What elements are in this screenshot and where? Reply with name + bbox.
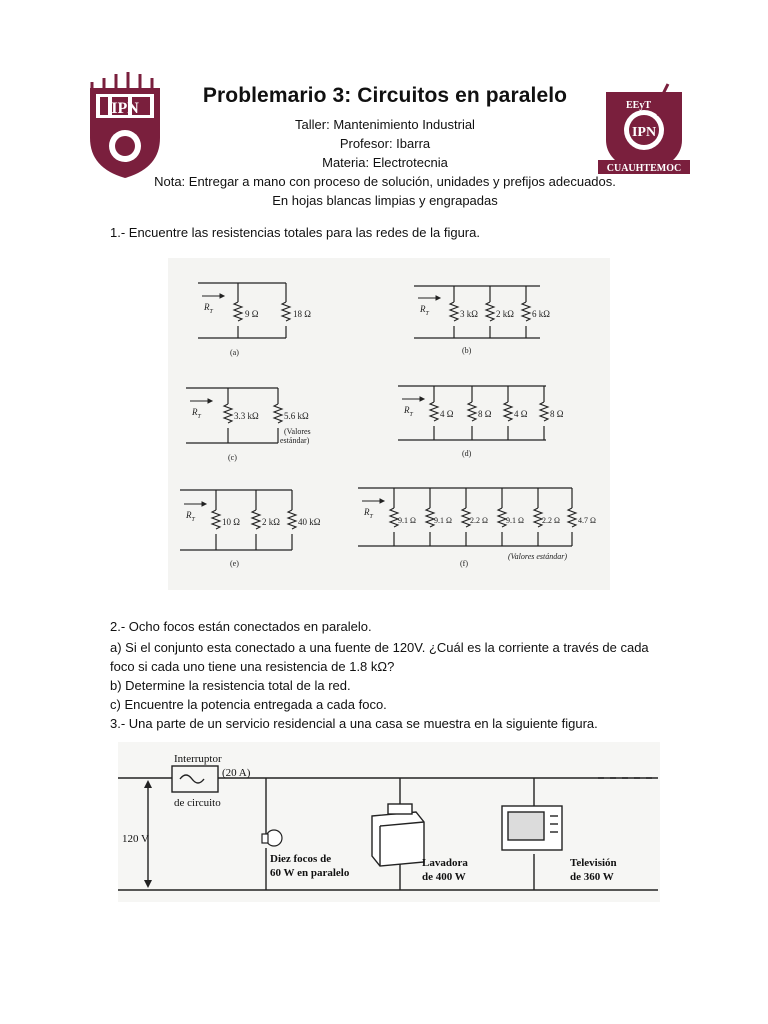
- lamps-label-2: 60 W en paralelo: [270, 867, 350, 879]
- tv-label-1: Televisión: [570, 857, 617, 869]
- note-line-2: En hojas blancas limpias y engrapadas: [272, 193, 498, 208]
- parallel-networks-figure: [168, 258, 610, 590]
- res-f-4: 9.1 Ω: [506, 516, 524, 525]
- problem-2-c: c) Encuentre la potencia entregada a cada foco.: [110, 697, 387, 712]
- tv-label-2: de 360 W: [570, 871, 614, 883]
- label-a: (a): [230, 348, 239, 357]
- label-c: (c): [228, 453, 237, 462]
- res-a-2: 18 Ω: [293, 309, 311, 319]
- ipn-logo-text: IPN: [111, 100, 139, 117]
- label-b: (b): [462, 346, 472, 355]
- res-f-6: 4.7 Ω: [578, 516, 596, 525]
- res-f-5: 2.2 Ω: [542, 516, 560, 525]
- profesor-line: Profesor: Ibarra: [339, 136, 431, 151]
- label-e: (e): [230, 559, 239, 568]
- voltage-label: 120 V: [122, 833, 149, 845]
- breaker-rating: (20 A): [222, 767, 251, 779]
- problem-1-text: 1.- Encuentre las resistencias totales para las redes de la figura.: [110, 225, 480, 240]
- rt-label-c: $R_T$: [192, 407, 201, 420]
- res-f-1: 9.1 Ω: [398, 516, 416, 525]
- res-f-2: 9.1 Ω: [434, 516, 452, 525]
- washer-label-1: Lavadora: [422, 857, 468, 869]
- rt-label-a: $R_T$: [204, 302, 213, 315]
- res-f-3: 2.2 Ω: [470, 516, 488, 525]
- res-b-3: 6 kΩ: [532, 309, 550, 319]
- taller-line: Taller: Mantenimiento Industrial: [295, 117, 475, 132]
- document-header: [150, 84, 620, 172]
- problem-2-intro: 2.- Ocho focos están conectados en paralelo.: [110, 619, 372, 634]
- note-line-1: Nota: Entregar a mano con proceso de solución, unidades y prefijos adecuados.: [154, 174, 616, 189]
- breaker-label-1: Interruptor: [174, 753, 222, 765]
- res-e-1: 10 Ω: [222, 517, 240, 527]
- res-b-1: 3 kΩ: [460, 309, 478, 319]
- esime-logo-bottom: CUAUHTEMOC: [606, 163, 682, 174]
- esime-logo-mid: IPN: [631, 125, 657, 140]
- note-block: [110, 172, 660, 210]
- washer-label-2: de 400 W: [422, 871, 466, 883]
- problem-3-text: 3.- Una parte de un servicio residencial a una casa se muestra en la siguiente figura.: [110, 716, 598, 731]
- breaker-label-2: de circuito: [174, 797, 221, 809]
- problem-2-a-line-1: a) Si el conjunto esta conectado a una fuente de 120V. ¿Cuál es la corriente a través de cada: [110, 640, 649, 655]
- rt-label-b: $R_T$: [420, 304, 429, 317]
- rt-label-d: $R_T$: [404, 405, 413, 418]
- res-c-note-1: (Valores: [284, 427, 311, 436]
- res-d-3: 4 Ω: [514, 409, 528, 419]
- res-d-2: 8 Ω: [478, 409, 492, 419]
- label-d: (d): [462, 449, 472, 458]
- res-c-1: 3.3 kΩ: [234, 411, 259, 421]
- res-c-2: 5.6 kΩ: [284, 411, 309, 421]
- residential-service-figure: [118, 742, 660, 902]
- problem-2-a-line-2: foco si cada uno tiene una resistencia de 1.8 kΩ?: [110, 659, 395, 674]
- rt-label-e: $R_T$: [186, 510, 195, 523]
- res-c-note-2: estándar): [280, 436, 310, 445]
- label-f: (f): [460, 559, 468, 568]
- res-f-note: (Valores estándar): [508, 552, 568, 561]
- rt-label-f: $R_T$: [364, 507, 373, 520]
- res-e-3: 40 kΩ: [298, 517, 321, 527]
- problem-2-b: b) Determine la resistencia total de la red.: [110, 678, 351, 693]
- res-d-4: 8 Ω: [550, 409, 564, 419]
- materia-line: Materia: Electrotecnia: [322, 155, 448, 170]
- lamps-label-1: Diez focos de: [270, 853, 332, 865]
- esime-logo-top: EEyT: [626, 100, 652, 111]
- page-title: Problemario 3: Circuitos en paralelo: [202, 84, 568, 107]
- res-a-1: 9 Ω: [245, 309, 259, 319]
- res-b-2: 2 kΩ: [496, 309, 514, 319]
- res-d-1: 4 Ω: [440, 409, 454, 419]
- res-e-2: 2 kΩ: [262, 517, 280, 527]
